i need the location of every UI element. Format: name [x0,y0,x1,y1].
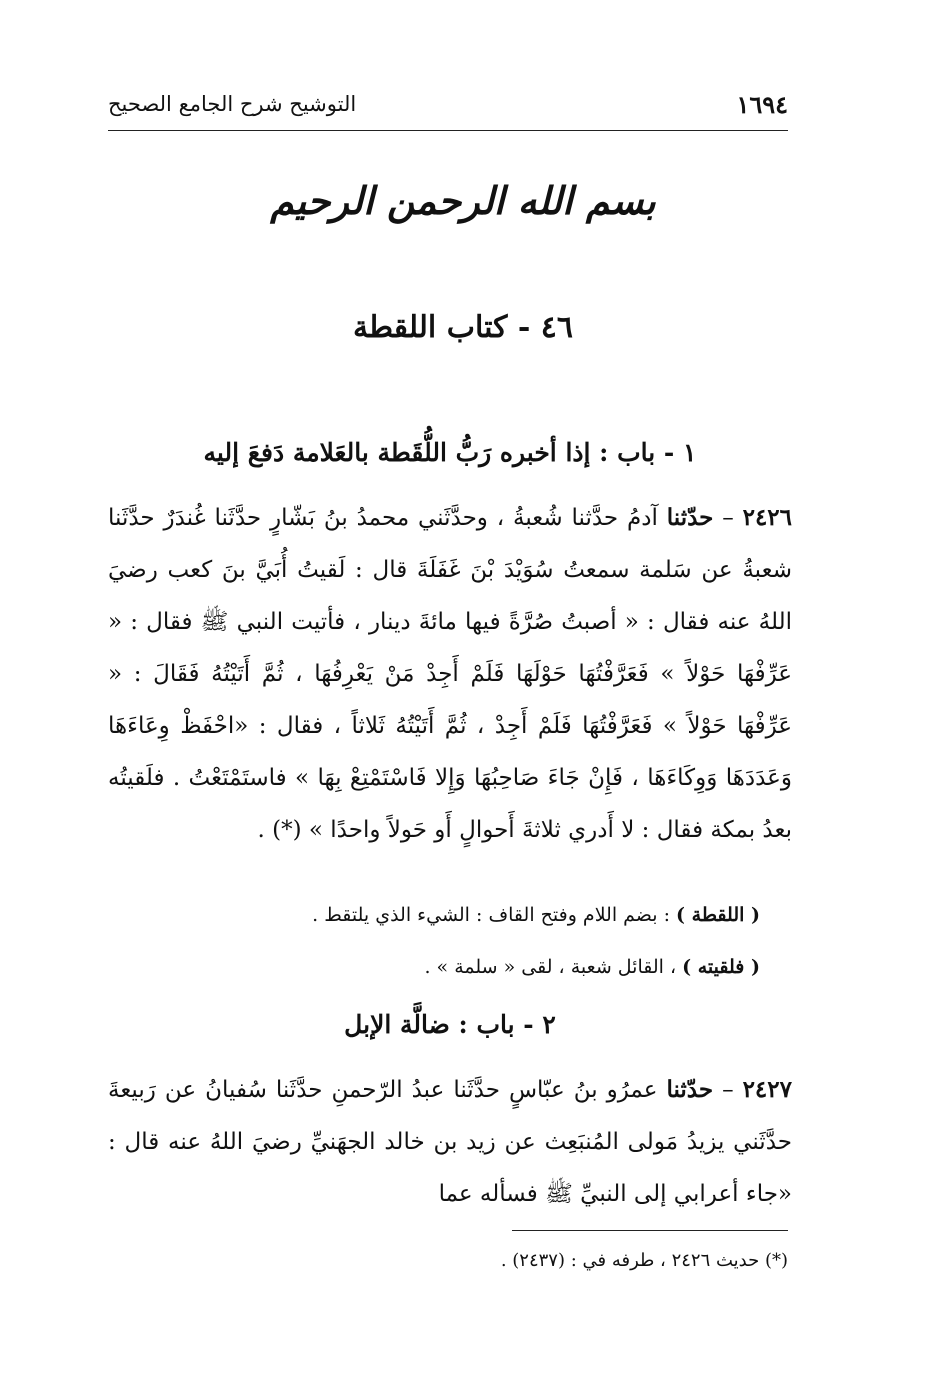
page-number: ١٦٩٤ [736,90,788,119]
hadith-2427: ٢٤٢٧ – حدّثنا عمرُو بنُ عبّاسٍ حدَّثَنا عبدُ الرّحمنِ حدَّثَنا سُفيانُ عن رَبيعةَ حدَّثَني يزيدُ مَولى المُنبَعِث عن زيد بن خالد الجهَنيِّ رضيَ اللهُ عنه قال : «جاء أعرابي إلى النبيِّ ﷺ فسأله عما [108,1076,792,1207]
gloss-term: ( فلقيته ) [682,956,760,978]
gloss-term: ( اللقطة ) [676,904,760,926]
gloss-note-2 [140,956,760,978]
hadith-lead: حدّثنا [666,1076,714,1103]
page-header [108,88,788,131]
running-title: التوشيح شرح الجامع الصحيح [108,92,357,116]
chapter-heading-2: ٢ - باب : ضالَّة الإبل [344,1010,556,1039]
hadith-text: آدمُ حدَّثنا شُعبةُ ، وحدَّثَني محمدُ بنُ بَشّارٍ حدَّثَنا غُندَرٌ حدَّثَنا شعبةُ عن سَلمة سمعتُ سُوَيْدَ بْنَ غَفَلَةَ قال : لَقيتُ أُبَيَّ بنَ كعب رضيَ اللهُ عنه فقال : « أصبتُ صُرَّةً فيها مائةَ دينار ، فأتيت النبي ﷺ فقال : « عَرِّفْهَا حَوْلاً » فَعَرَّفْتُهَا حَوْلَهَا فَلَمْ أَجِدْ مَنْ يَعْرِفُهَا ، ثُمَّ أَتَيْتُهُ فَقَالَ : « عَرِّفْهَا حَوْلاً » فَعَرَّفْتُهَا فَلَمْ أَجِدْ ، ثُمَّ أَتَيْتُهُ ثَلاثاً ، فقال : «احْفَظْ وِعَاءَهَا وَعَدَدَهَا وَوِكَاءَهَا ، فَإِنْ جَاءَ صَاحِبُهَا وَإِلا فَاسْتَمْتِعْ بِهَا » فاستَمْتَعْتُ . فلَقيتُه بعدُ بمكة فقال : لا أَدري ثلاثةَ أَحوالٍ أَو حَولاً واحدًا » (*) . [108,505,792,843]
gloss-text: : بضم اللام وفتح القاف : الشيء الذي يلتقط . [312,904,670,926]
hadith-number: ٢٤٢٦ [742,504,793,531]
hadith-number: ٢٤٢٧ [742,1076,792,1103]
book-title: ٤٦ - كتاب اللقطة [352,310,573,345]
chapter-heading-1: ١ - باب : إذا أخبره رَبُّ اللُّقَطة بالعَلامة دَفعَ إليه [203,438,697,467]
hadith-2426: ٢٤٢٦ – حدّثنا آدمُ حدَّثنا شُعبةُ ، وحدَّثَني محمدُ بنُ بَشّارٍ حدَّثَنا غُندَرٌ حدَّثَنا شعبةُ عن سَلمة سمعتُ سُوَيْدَ بْنَ غَفَلَةَ قال : لَقيتُ أُبَيَّ بنَ كعب رضيَ اللهُ عنه فقال : « أصبتُ صُرَّةً فيها مائةَ دينار ، فأتيت النبي ﷺ فقال : « عَرِّفْهَا حَوْلاً » فَعَرَّفْتُهَا حَوْلَهَا فَلَمْ أَجِدْ مَنْ يَعْرِفُهَا ، ثُمَّ أَتَيْتُهُ فَقَالَ : « عَرِّفْهَا حَوْلاً » فَعَرَّفْتُهَا فَلَمْ أَجِدْ ، ثُمَّ أَتَيْتُهُ ثَلاثاً ، فقال : «احْفَظْ وِعَاءَهَا وَعَدَدَهَا وَوِكَاءَهَا ، فَإِنْ جَاءَ صَاحِبُهَا وَإِلا فَاسْتَمْتِعْ بِهَا » فاستَمْتَعْتُ . فلَقيتُه بعدُ بمكة فقال : لا أَدري ثلاثةَ أَحوالٍ أَو حَولاً واحدًا » (*) . [108,504,793,843]
gloss-text: ، القائل شعبة ، لقى « سلمة » . [424,956,677,978]
basmala: بسم الله الرحمن الرحيم [270,178,656,223]
footnote-divider [512,1230,788,1231]
gloss-note-1 [140,904,760,926]
footnote: (*) حديث ٢٤٢٦ ، طرفه في : (٢٤٣٧) . [500,1250,788,1271]
hadith-lead: حدّثنا [666,504,714,531]
hadith-text: عمرُو بنُ عبّاسٍ حدَّثَنا عبدُ الرّحمنِ حدَّثَنا سُفيانُ عن رَبيعةَ حدَّثَني يزيدُ مَولى المُنبَعِث عن زيد بن خالد الجهَنيِّ رضيَ اللهُ عنه قال : «جاء أعرابي إلى النبيِّ ﷺ فسأله عما [108,1077,792,1207]
